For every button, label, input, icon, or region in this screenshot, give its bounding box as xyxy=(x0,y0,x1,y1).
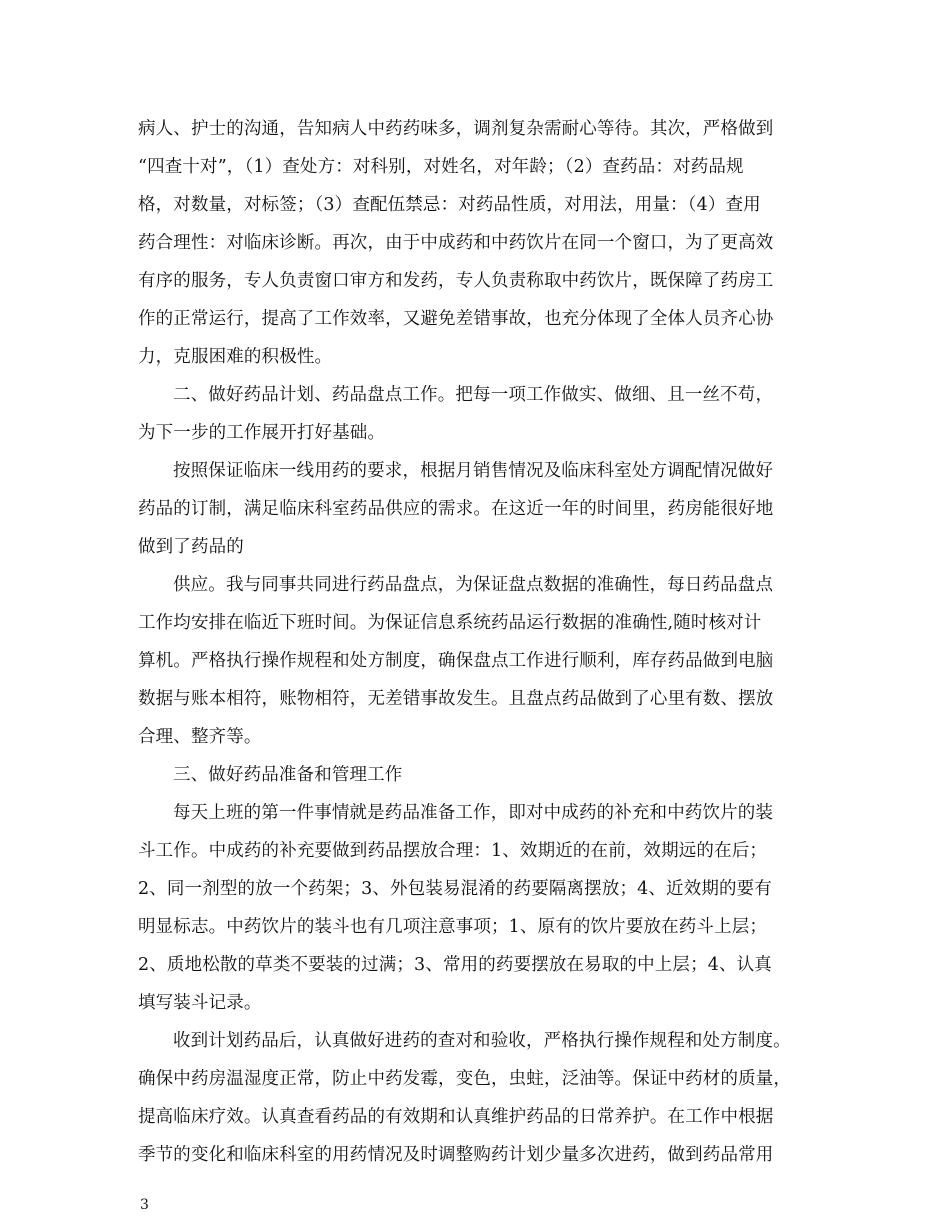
paragraph-start: 供应。我与同事共同进行药品盘点，为保证盘点数据的准确性，每日药品盘点 xyxy=(173,575,774,595)
page-number: 3 xyxy=(140,1197,149,1213)
text-line: 2、质地松散的草类不要装的过满；3、常用的药要摆放在易取的中上层；4、认真 xyxy=(138,955,772,975)
text-line: 做到了药品的 xyxy=(138,537,244,557)
text-line: 明显标志。中药饮片的装斗也有几项注意事项；1、原有的饮片要放在药斗上层； xyxy=(138,917,768,937)
section-heading: 三、做好药品准备和管理工作 xyxy=(173,765,403,785)
paragraph-start: 收到计划药品后，认真做好进药的查对和验收，严格执行操作规程和处方制度。 xyxy=(173,1031,791,1051)
text-line: 格，对数量，对标签；（3）查配伍禁忌：对药品性质，对用法，用量：（4）查用 xyxy=(138,195,761,215)
text-line: 作的正常运行，提高了工作效率，又避免差错事故，也充分体现了全体人员齐心协 xyxy=(138,309,774,329)
text-line: 2、同一剂型的放一个药架；3、外包装易混淆的药要隔离摆放；4、近效期的要有 xyxy=(138,879,772,899)
section-heading: 二、做好药品计划、药品盘点工作。把每一项工作做实、做细、且一丝不苟， xyxy=(173,385,774,405)
text-line: 有序的服务，专人负责窗口审方和发药，专人负责称取中药饮片，既保障了药房工 xyxy=(138,271,774,291)
text-line: “四查十对”，（1）查处方：对科别，对姓名，对年龄；（2）查药品：对药品规 xyxy=(138,157,744,177)
paragraph-start: 每天上班的第一件事情就是药品准备工作，即对中成药的补充和中药饮片的装 xyxy=(173,803,774,823)
paragraph-start: 按照保证临床一线用药的要求，根据月销售情况及临床科室处方调配情况做好 xyxy=(173,461,774,481)
text-line: 数据与账本相符，账物相符，无差错事故发生。且盘点药品做到了心里有数、摆放 xyxy=(138,689,774,709)
text-line: 季节的变化和临床科室的用药情况及时调整购药计划少量多次进药，做到药品常用 xyxy=(138,1145,774,1165)
text-line: 斗工作。中成药的补充要做到药品摆放合理：1、效期近的在前，效期远的在后； xyxy=(138,841,768,861)
text-line: 药品的订制，满足临床科室药品供应的需求。在这近一年的时间里，药房能很好地 xyxy=(138,499,774,519)
text-line: 病人、护士的沟通，告知病人中药药味多，调剂复杂需耐心等待。其次，严格做到 xyxy=(138,119,774,139)
text-line: 合理、整齐等。 xyxy=(138,727,262,747)
text-line: 算机。严格执行操作规程和处方制度，确保盘点工作进行顺利，库存药品做到电脑 xyxy=(138,651,774,671)
text-line: 工作均安排在临近下班时间。为保证信息系统药品运行数据的准确性,随时核对计 xyxy=(138,613,762,633)
text-line: 力，克服困难的积极性。 xyxy=(138,347,333,367)
text-line: 为下一步的工作展开打好基础。 xyxy=(138,423,386,443)
text-line: 提高临床疗效。认真查看药品的有效期和认真维护药品的日常养护。在工作中根据 xyxy=(138,1107,774,1127)
text-line: 确保中药房温湿度正常，防止中药发霉，变色，虫蛀，泛油等。保证中药材的质量， xyxy=(138,1069,792,1089)
text-line: 药合理性：对临床诊断。再次，由于中成药和中药饮片在同一个窗口，为了更高效 xyxy=(138,233,774,253)
text-line: 填写装斗记录。 xyxy=(138,993,262,1013)
